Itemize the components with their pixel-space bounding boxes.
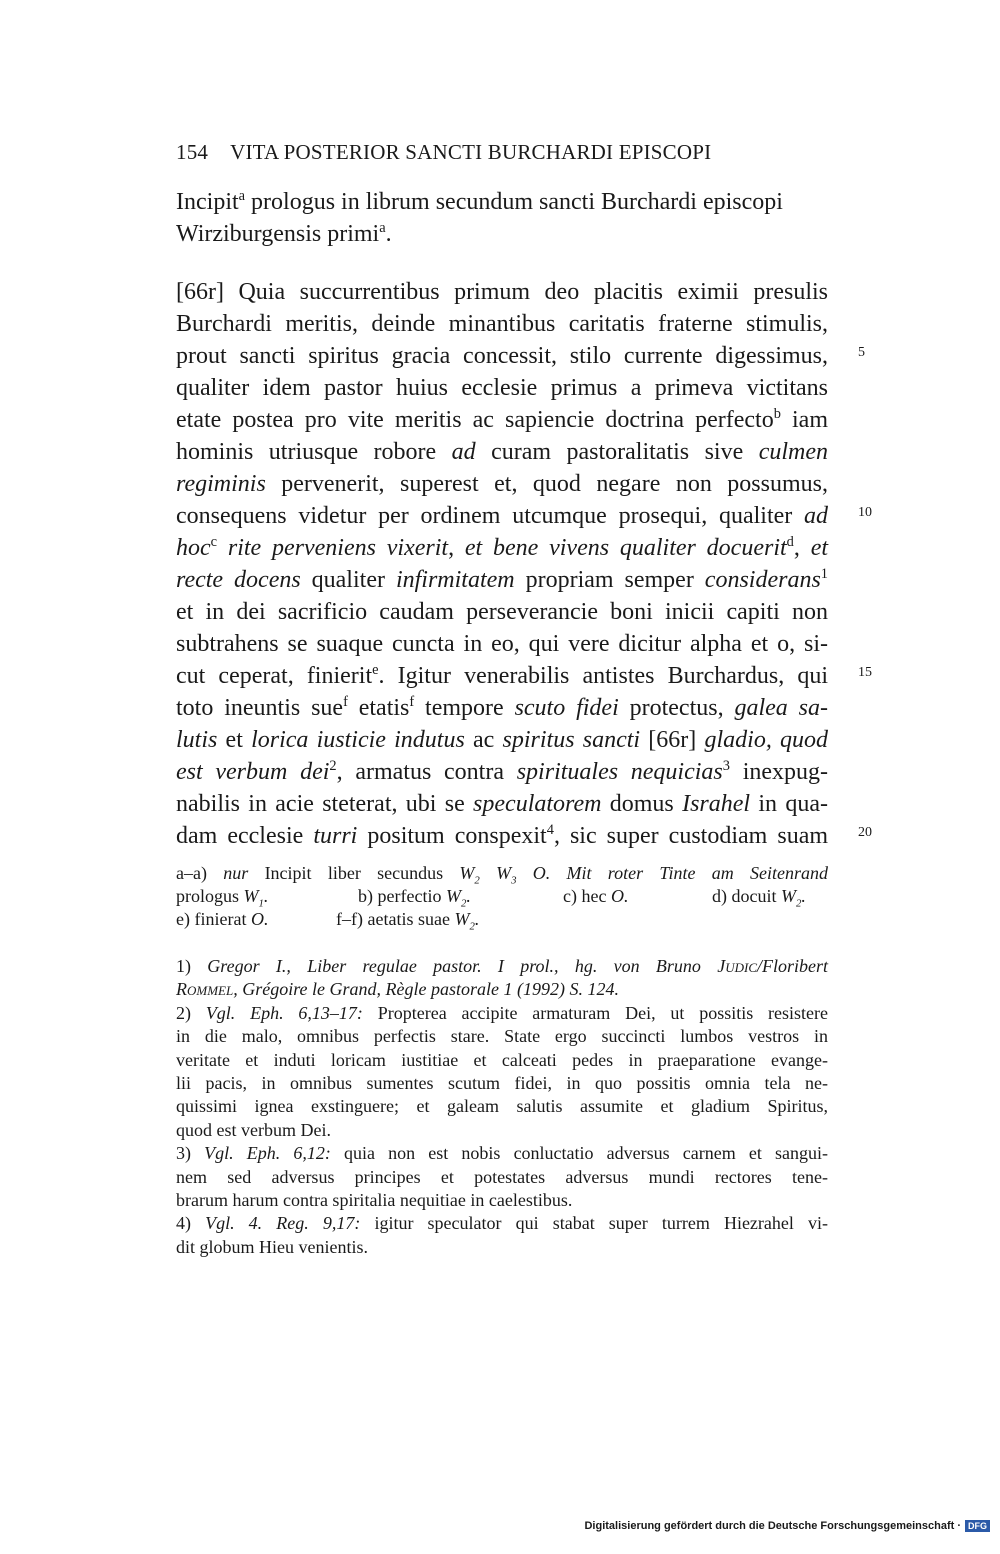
text-line: hoc$^c$ rite perveniens vixerit, et bene vivens qualiter docuerit$^d$, et — [176, 534, 829, 561]
footnote-2: 2) Vgl. Eph. 6,13–17: Propterea accipite armaturam Dei, ut possitis resistere — [176, 1002, 828, 1023]
line-number: 5 — [858, 345, 865, 360]
footnote-4: 4) Vgl. 4. Reg. 9,17: igitur speculator qui stabat super turrem Hiezrahel vi- — [176, 1213, 828, 1234]
critical-apparatus — [176, 862, 828, 931]
text-line: dam ecclesie turri positum conspexit$^4$, sic super custodiam suam — [176, 822, 829, 849]
text-line: et in dei sacrificio caudam perseverancie boni inicii capiti non — [176, 599, 828, 625]
text-line: recte docens qualiter infirmitatem propriam semper considerans$^1$ — [176, 566, 828, 593]
text-line: consequens videtur per ordinem utcumque prosequi, qualiter ad — [176, 503, 828, 529]
running-header — [176, 140, 711, 165]
text-line: est verbum dei$^2$, armatus contra spirituales nequicias$^3$ inexpug- — [176, 758, 829, 785]
apparatus-note-e: e) finierat O. — [176, 909, 269, 929]
footnote-3: 3) Vgl. Eph. 6,12: quia non est nobis conluctatio adversus carnem et sangui- — [176, 1143, 829, 1164]
text-line: regiminis pervenerit, superest et, quod negare non possumus, — [176, 471, 828, 497]
text-line: nabilis in acie steterat, ubi se speculatorem domus Israhel in qua- — [176, 791, 828, 817]
apparatus-note-d: d) docuit $W_2$. — [712, 886, 806, 910]
digitization-footer — [584, 1520, 990, 1532]
footnote-1: 1) Gregor I., Liber regulae pastor. I prol., hg. von Bruno Judic/Floribert — [176, 956, 828, 976]
text-line: lutis et lorica iusticie indutus ac spiritus sancti [66r] gladio, quod — [176, 727, 829, 753]
line-number: 10 — [858, 505, 872, 520]
text-line: qualiter idem pastor huius ecclesie primus a primeva victitans — [176, 375, 828, 401]
text-line: toto ineuntis sue$^f$ etatis$^f$ tempore scuto fidei protectus, galea sa- — [176, 694, 828, 721]
apparatus-row: prologus $W_1$. b) perfectio $W_2$. c) hec O. d) docuit $W_2$. — [176, 886, 806, 910]
main-text — [176, 276, 828, 852]
text-line: [66r] Quia succurrentibus primum deo placitis eximii presulis — [176, 279, 828, 305]
apparatus-note-b: b) perfectio $W_2$. — [358, 886, 471, 910]
line-number: 15 — [858, 665, 872, 680]
text-line: subtrahens se suaque cuncta in eo, qui vere dicitur alpha et o, si- — [176, 631, 828, 657]
text-line: hominis utriusque robore ad curam pastoralitatis sive culmen — [176, 439, 828, 465]
text-line: Burchardi meritis, deinde minantibus caritatis fraterne stimulis, — [176, 311, 828, 337]
apparatus-note-c: c) hec O. — [563, 886, 629, 906]
apparatus-row — [176, 908, 828, 931]
text-line: etate postea pro vite meritis ac sapiencie doctrina perfecto$^b$ iam — [176, 406, 828, 433]
running-title: VITA POSTERIOR SANCTI BURCHARDI EPISCOPI — [230, 140, 712, 164]
page-number: 154 — [176, 140, 209, 164]
text-line: cut ceperat, finierit$^e$. Igitur venerabilis antistes Burchardus, qui — [176, 662, 829, 689]
footer-text: Digitalisierung gefördert durch die Deutsche Forschungsgemeinschaft · — [584, 1520, 961, 1532]
text-line: prout sancti spiritus gracia concessit, stilo currente digessimus, — [176, 343, 828, 369]
section-title: Incipit$^a$ prologus in librum secundum sancti Burchardi episcopi Wirziburgensis primi$^a$. — [176, 188, 783, 247]
source-footnotes: 1) Gregor I., Liber regulae pastor. I prol., hg. von Bruno Judic/Floribert Rommel, Grégoire le Grand, Règle pastorale 1 (1992) S. 124. 2) Vgl. Eph. 6,13–17: Propterea accipite armaturam Dei, ut possitis resistere in die malo, omnibus perfectis stare. State ergo succincti lumbos vestros in veritate et induti loricam iustitiae et calceati pedes in praeparatione evange- lii pacis, in omnibus sumentes scutum fidei, in quo possitis omnia tela ne- quissimi ignea exstinguere; et galeam salutis assumite et gladium Spiritus, quod est verbum Dei. 3) Vgl. Eph. 6,12: quia non est nobis conluctatio adversus carnem et sangui- nem sed adversus principes et potestates adversus mundi rectores tene- brarum harum contra spiritalia nequitiae in caelestibus. 4) Vgl. 4. Reg. 9,17: igitur speculator qui stabat super turrem Hiezrahel vi- dit globum Hieu venientis. — [176, 956, 829, 1257]
apparatus-note-a: a–a) nur Incipit liber secundus $W_2$ $W_3$ O. Mit roter Tinte am Seitenrand — [176, 863, 828, 887]
dfg-logo-icon: DFG — [965, 1520, 990, 1532]
apparatus-note-f: f–f) aetatis suae $W_2$. — [336, 909, 480, 933]
line-number: 20 — [858, 825, 872, 840]
